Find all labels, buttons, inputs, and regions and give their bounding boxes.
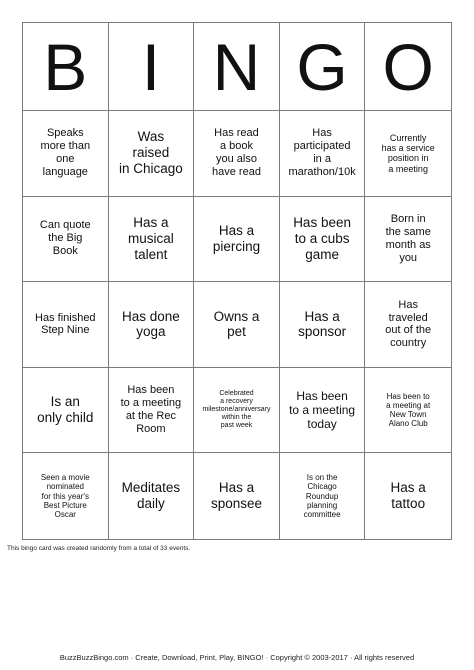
bingo-cell: Was raised in Chicago xyxy=(109,111,195,197)
header-letter: B xyxy=(23,23,109,111)
bingo-cell: Speaks more than one language xyxy=(23,111,109,197)
bingo-cell: Has finished Step Nine xyxy=(23,282,109,368)
bingo-card xyxy=(22,22,452,540)
bingo-cell: Seen a movie nominated for this year's Best Picture Oscar xyxy=(23,453,109,539)
bingo-cell: Has traveled out of the country xyxy=(365,282,451,368)
bingo-cell: Has been to a cubs game xyxy=(280,197,366,283)
bingo-cell: Has been to a meeting today xyxy=(280,368,366,454)
bingo-cell: Has done yoga xyxy=(109,282,195,368)
bingo-cell: Has been to a meeting at New Town Alano Club xyxy=(365,368,451,454)
bingo-cell: Has participated in a marathon/10k xyxy=(280,111,366,197)
bingo-cell: Has a sponsee xyxy=(194,453,280,539)
bingo-cell: Can quote the Big Book xyxy=(23,197,109,283)
bingo-cell: Is on the Chicago Roundup planning committee xyxy=(280,453,366,539)
bingo-cell: Celebrated a recovery milestone/anniversary within the past week xyxy=(194,368,280,454)
bingo-cell: Has a musical talent xyxy=(109,197,195,283)
bingo-cell: Is an only child xyxy=(23,368,109,454)
bingo-cell: Born in the same month as you xyxy=(365,197,451,283)
bingo-cell: Meditates daily xyxy=(109,453,195,539)
bingo-cell: Has a tattoo xyxy=(390,480,426,512)
header-letter: I xyxy=(109,23,195,111)
card-footnote: This bingo card was created randomly from a total of 33 events. xyxy=(7,545,191,552)
header-letter: N xyxy=(194,23,280,111)
bingo-cell: Owns a pet xyxy=(194,282,280,368)
bingo-cell: Currently has a service position in a meeting xyxy=(365,111,451,197)
bingo-cell: Has a piercing xyxy=(194,197,280,283)
bingo-cell: Has been to a meeting at the Rec Room xyxy=(109,368,195,454)
bingo-cell: Has a sponsor xyxy=(280,282,366,368)
header-letter: O xyxy=(365,23,451,111)
bingo-cell: Has read a book you also have read xyxy=(194,111,280,197)
site-footer: BuzzBuzzBingo.com · Create, Download, Print, Play, BINGO! · Copyright © 2003-2017 · All rights reserved xyxy=(59,653,415,662)
header-letter: G xyxy=(280,23,366,111)
